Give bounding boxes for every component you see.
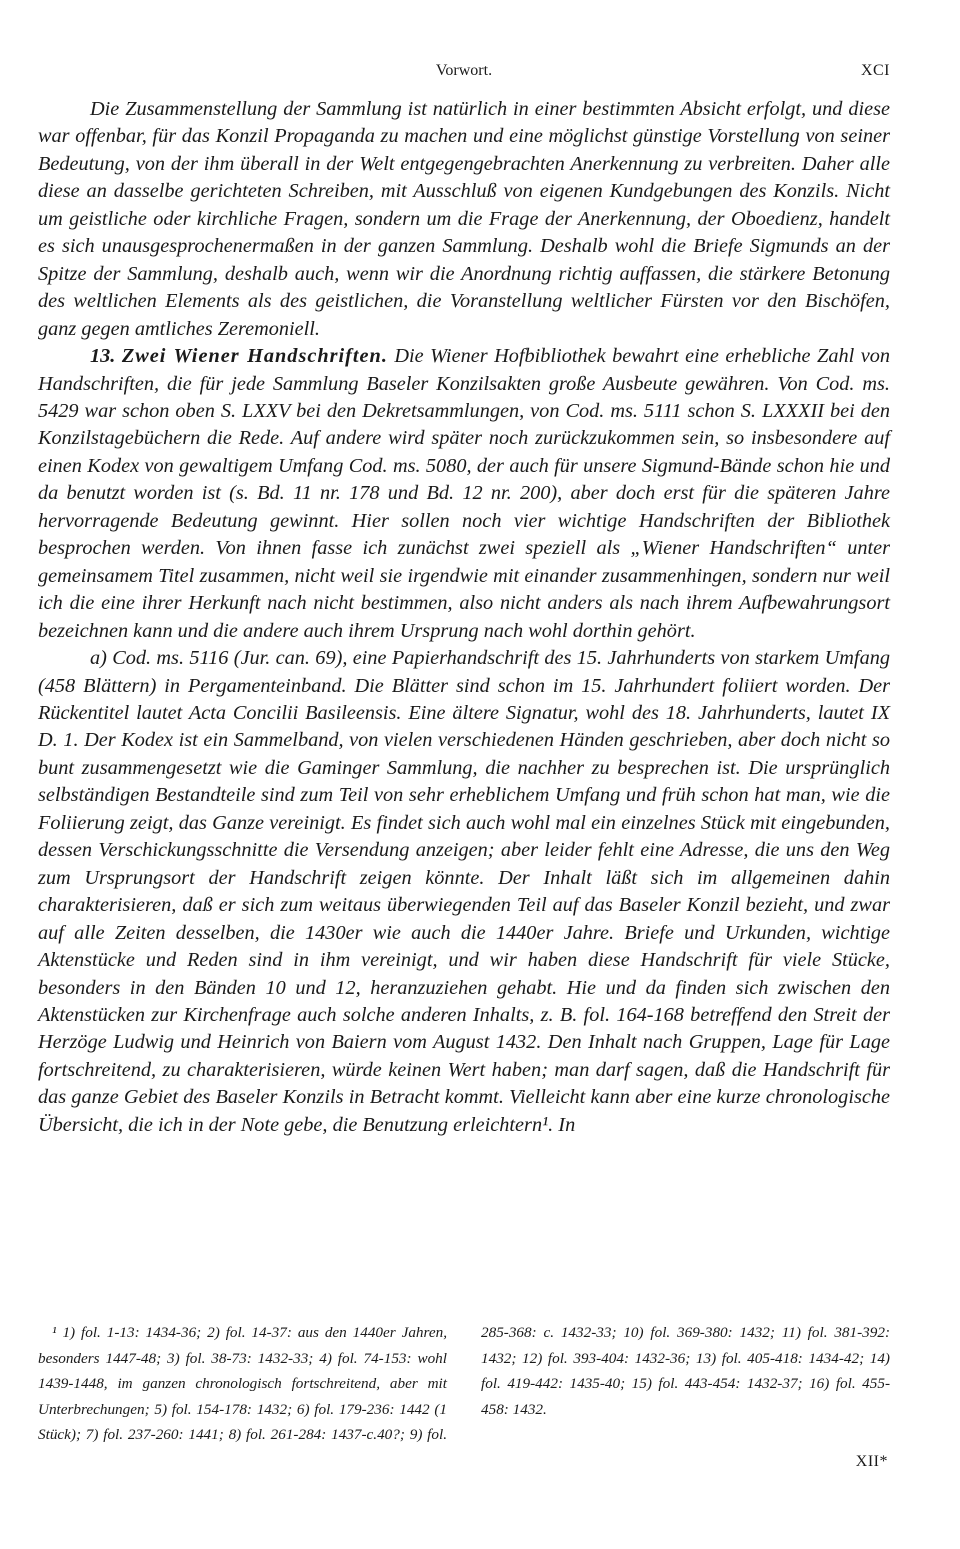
section-heading <box>90 345 388 367</box>
paragraph-3: a) Cod. ms. 5116 (Jur. can. 69), eine Papierhandschrift des 15. Jahrhunderts von starkem Umfang (458 Blättern) in Pergamenteinband. Die Blätter sind schon im 15. Jahrhundert foliiert worden. Der Rückentitel lautet Acta Concilii Basileensis. Eine ältere Signatur, wohl des 18. Jahrhunderts, lautet IX D. 1. Der Kodex ist ein Sammelband, von vielen verschiedenen Händen geschrieben, aber doch nicht so bunt zusammengesetzt wie die Gaminger Sammlung, die nachher zu besprechen ist. Die ursprünglich selbständigen Bestandteile sind zum Teil von sehr erheblichem Umfang und früh schon hat man, wie die Foliierung zeigt, das Ganze vereinigt. Es findet sich auch wohl mal ein einzelnes Stück mit eingebunden, dessen Verschickungsschnitte die Versendung anzeigen; aber leider fehlt eine Adresse, die uns den Weg zum Ursprungsort der Handschrift zeigen könnte. Der Inhalt läßt sich im allgemeinen dahin charakterisieren, daß er sich zum weitaus überwiegenden Teil auf das Baseler Konzil bezieht, und zwar auf alle Zeiten desselben, die 1430er wie auch die 1440er Jahre. Briefe und Urkunden, wichtige Aktenstücke und Reden sind in ihm vereinigt, und wir haben diese Handschrift für viele Stücke, besonders in den Bänden 10 und 12, heranzuziehen gehabt. Hie und da finden sich zwischen den Aktenstücken zur Kirchenfrage auch solche anderen Inhalts, z. B. fol. 164-168 betreffend den Streit der Herzöge Ludwig und Heinrich von Baiern vom August 1432. Den Inhalt nach Gruppen, Lage für Lage fortschreitend, zu charakterisieren, würde keinen Wert haben; man darf sagen, daß die Handschrift für das ganze Gebiet des Baseler Konzils in Betracht kommt. Vielleicht kann aber eine kurze chronologische Übersicht, die ich in der Note gebe, die Benutzung erleichtern¹. In <box>38 647 890 1136</box>
main-text <box>38 96 890 1139</box>
footnotes <box>38 1320 890 1448</box>
running-head <box>38 62 890 86</box>
page-number: XCI <box>860 62 890 79</box>
section-title: Zwei Wiener Handschriften. <box>121 345 388 368</box>
page-header-title: Vorwort. <box>435 62 493 79</box>
paragraph-1: Die Zusammenstellung der Sammlung ist natürlich in einer bestimmten Absicht erfolgt, und diese war offenbar, für das Konzil Propaganda zu machen und eine möglichst günstige Vorstellung von seiner Bedeutung, von der ihm überall in der Welt entgegengebrachten Anerkennung zu verbreiten. Daher alle diese an dasselbe gerichteten Schreiben, mit Ausschluß von eigenen Kundgebungen des Konzils. Nicht um geistliche oder kirchliche Fragen, sondern um die Frage der Anerkennung, der Oboedienz, handelt es sich unausgesprochenermaßen in der ganzen Sammlung. Deshalb wohl die Briefe Sigmunds an der Spitze der Sammlung, deshalb auch, wenn wir die Anordnung richtig auffassen, die stärkere Betonung des weltlichen Elements als des geistlichen, die Voranstellung weltlicher Fürsten vor den Bischöfen, ganz gegen amtliches Zeremoniell. <box>38 98 890 340</box>
footnote-1: ¹ 1) fol. 1-13: 1434-36; 2) fol. 14-37: aus den 1440er Jahren, besonders 1447-48; 3) fol. 38-73: 1432-33; 4) fol. 74-153: wohl 1439-1448, im ganzen chronologisch fortschreitend, aber mit Unterbrechungen; 5) fol. 154-178: 1432; 6) fol. 179-236: 1442 (1 Stück); 7) fol. 237-260: 1441; 8) fol. 261-284: 1437-c.40?; 9) fol. 285-368: c. 1432-33; 10) fol. 369-380: 1432; 11) fol. 381-392: 1432; 12) fol. 393-404: 1432-36; 13) fol. 405-418: 1434-42; 14) fol. 419-442: 1435-40; 15) fol. 443-454: 1432-37; 16) fol. 455-458: 1432. <box>38 1324 890 1443</box>
section-number: 13. <box>90 345 116 368</box>
paragraph-2-text: Die Wiener Hofbibliothek bewahrt eine erhebliche Zahl von Handschriften, die für jede Sammlung Baseler Konzilsakten große Ausbeute gewähren. Von Cod. ms. 5429 war schon oben S. LXXV bei den Dekretsammlungen, von Cod. ms. 5111 schon S. LXXXII bei den Konzilstagebüchern die Rede. Auf andere wird später noch zurückzukommen sein, so insbesondere auf einen Kodex von gewaltigem Umfang Cod. ms. 5080, der auch für unsere Sigmund-Bände schon hie und da benutzt worden ist (s. Bd. 11 nr. 178 und Bd. 12 nr. 200), aber doch erst für die späteren Jahre hervorragende Bedeutung gewinnt. Hier sollen noch vier wichtige Handschriften der Bibliothek besprochen werden. Von ihnen fasse ich zunächst zwei speziell als „Wiener Handschriften“ unter gemeinsamem Titel zusammen, nicht weil sie irgendwie mit einander zusammenhingen, sondern nur weil ich die eine ihrer Herkunft nach nicht bestimmen, also nicht anders als nach ihrem Aufbewahrungsort bezeichnen kann und die andere auch ihrem Ursprung nach wohl dorthin gehört. <box>38 345 891 642</box>
paragraph-2 <box>38 343 890 645</box>
signature-mark: XII* <box>855 1453 888 1470</box>
